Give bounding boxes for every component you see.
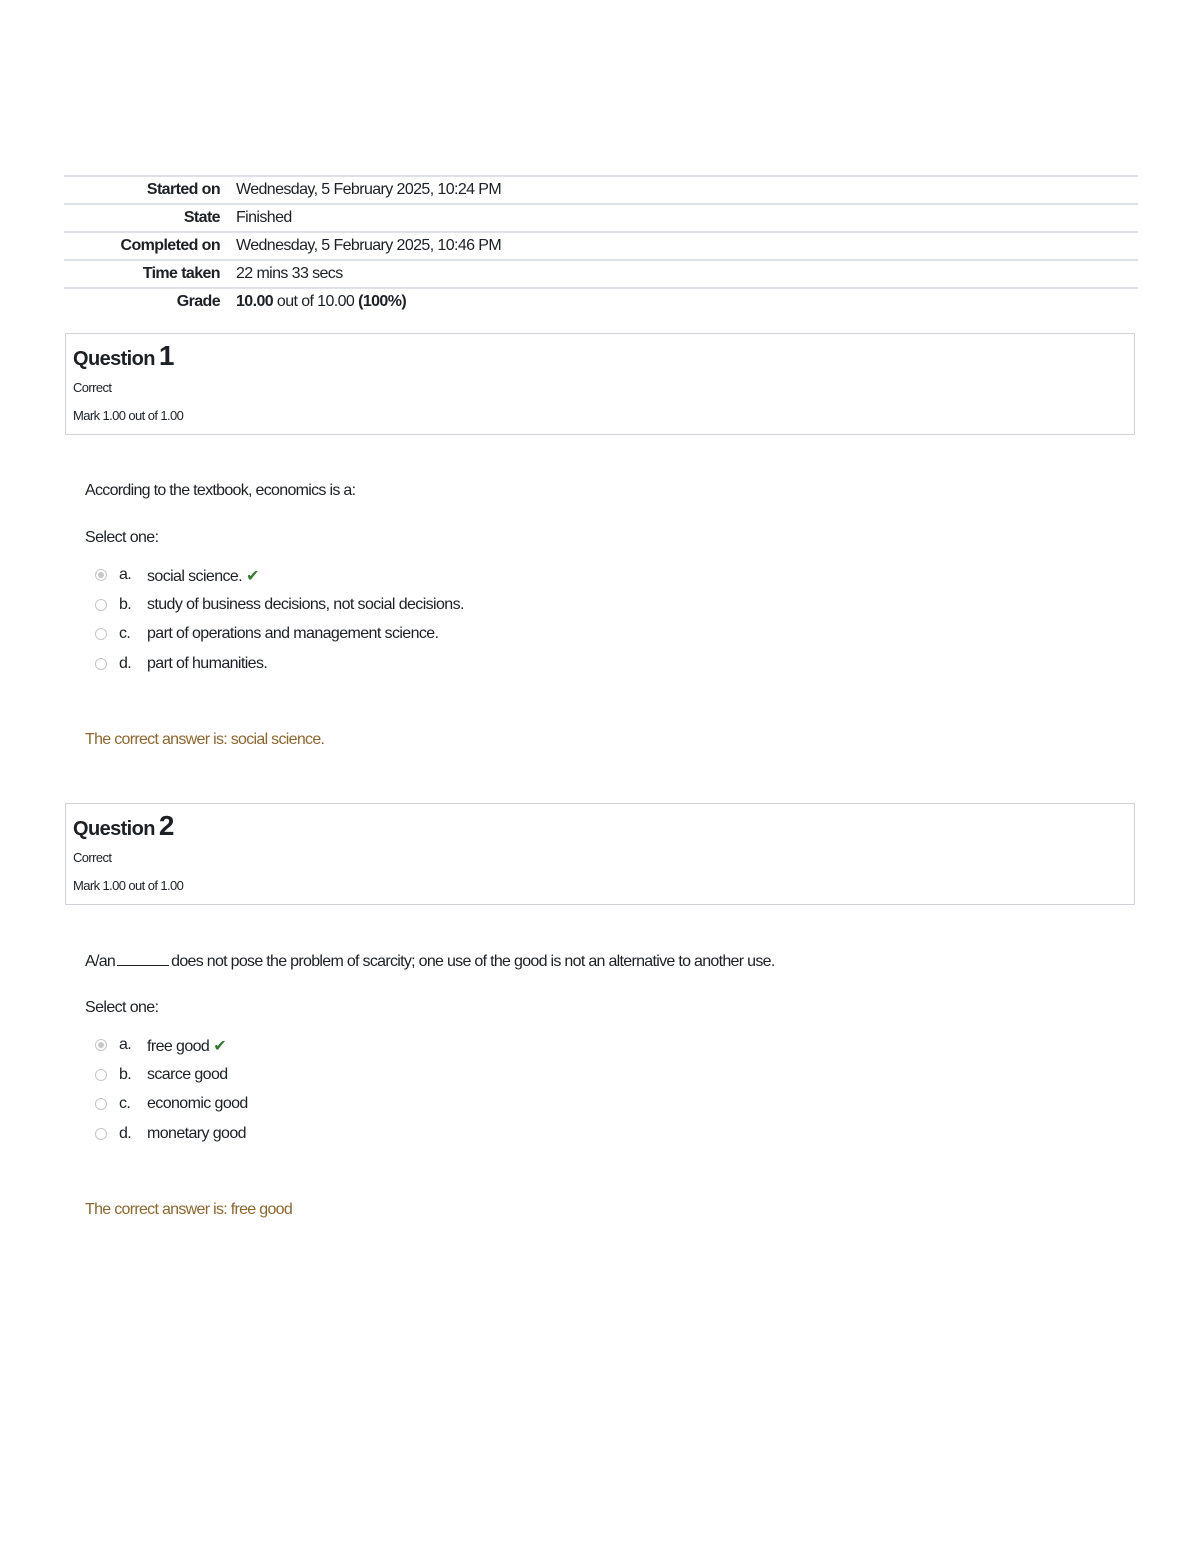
radio-button[interactable] (95, 569, 107, 581)
summary-row-time-taken (64, 260, 1138, 288)
answer-letter: c. (119, 1095, 131, 1112)
answer-text: social science. (147, 568, 243, 585)
check-icon: ✔ (246, 568, 259, 585)
question-text-before: A/an (85, 953, 116, 970)
right-answer-feedback: The correct answer is: social science. (85, 731, 325, 748)
summary-row-completed (64, 232, 1138, 260)
radio-button[interactable] (95, 628, 107, 640)
answer-text: study of business decisions, not social decisions. (147, 595, 464, 613)
summary-grade-value (236, 288, 1138, 315)
summary-label: Completed on (64, 232, 236, 260)
answer-letter: c. (119, 625, 131, 642)
summary-label: Grade (176, 293, 220, 310)
summary-label: Time taken (64, 260, 236, 288)
summary-value: Finished (236, 204, 1138, 232)
question-text (85, 953, 775, 971)
summary-value: 22 mins 33 secs (236, 260, 1138, 288)
right-answer-feedback: The correct answer is: free good (85, 1201, 293, 1218)
radio-button[interactable] (95, 1039, 107, 1051)
question-info-box (65, 803, 1135, 905)
check-icon: ✔ (213, 1038, 227, 1055)
summary-value: Wednesday, 5 February 2025, 10:24 PM (236, 176, 1138, 204)
select-one-prompt: Select one: (85, 999, 159, 1016)
radio-button[interactable] (95, 1128, 107, 1140)
answer-letter: a. (119, 566, 132, 583)
question-state: Correct (73, 380, 112, 395)
answer-text: monetary good (147, 1124, 246, 1142)
question-title-label: Question (73, 818, 155, 840)
grade-out-of: out of 10.00 (276, 293, 355, 310)
question-state: Correct (73, 850, 112, 865)
answer-text: free good (147, 1038, 210, 1055)
answer-text: scarce good (147, 1065, 228, 1083)
answer-text: part of humanities. (147, 654, 268, 672)
question-info-box (65, 333, 1135, 435)
question-text-after: does not pose the problem of scarcity; one use of the good is not an alternative to another use. (171, 953, 775, 970)
radio-button[interactable] (95, 599, 107, 611)
answer-letter: d. (119, 1124, 132, 1142)
question-title (73, 810, 174, 842)
summary-label: Started on (64, 176, 236, 204)
radio-button[interactable] (95, 1069, 107, 1081)
question-title-label: Question (73, 348, 155, 370)
select-one-prompt: Select one: (85, 529, 159, 546)
summary-label: State (64, 204, 236, 232)
answer-text: part of operations and management science. (147, 625, 439, 642)
question-grade: Mark 1.00 out of 1.00 (73, 878, 184, 893)
summary-value: Wednesday, 5 February 2025, 10:46 PM (236, 232, 1138, 260)
question-number: 2 (158, 810, 174, 841)
answer-text-wrap (147, 1036, 226, 1056)
answer-letter: b. (119, 595, 132, 613)
answer-letter: b. (119, 1065, 132, 1083)
answer-text: economic good (147, 1095, 248, 1112)
fill-in-blank (117, 953, 169, 966)
answer-letter: a. (119, 1036, 132, 1053)
summary-row-grade (64, 288, 1138, 315)
question-title (73, 340, 174, 372)
quiz-summary-table (64, 175, 1138, 315)
question-text: According to the textbook, economics is a: (85, 482, 356, 499)
radio-button[interactable] (95, 658, 107, 670)
question-number: 1 (158, 340, 174, 371)
grade-score: 10.00 (236, 293, 274, 310)
answer-text-wrap (147, 566, 259, 586)
summary-row-started (64, 176, 1138, 204)
summary-row-state (64, 204, 1138, 232)
answer-letter: d. (119, 654, 132, 672)
radio-button[interactable] (95, 1098, 107, 1110)
question-grade: Mark 1.00 out of 1.00 (73, 408, 184, 423)
grade-percent: (100%) (358, 293, 407, 310)
